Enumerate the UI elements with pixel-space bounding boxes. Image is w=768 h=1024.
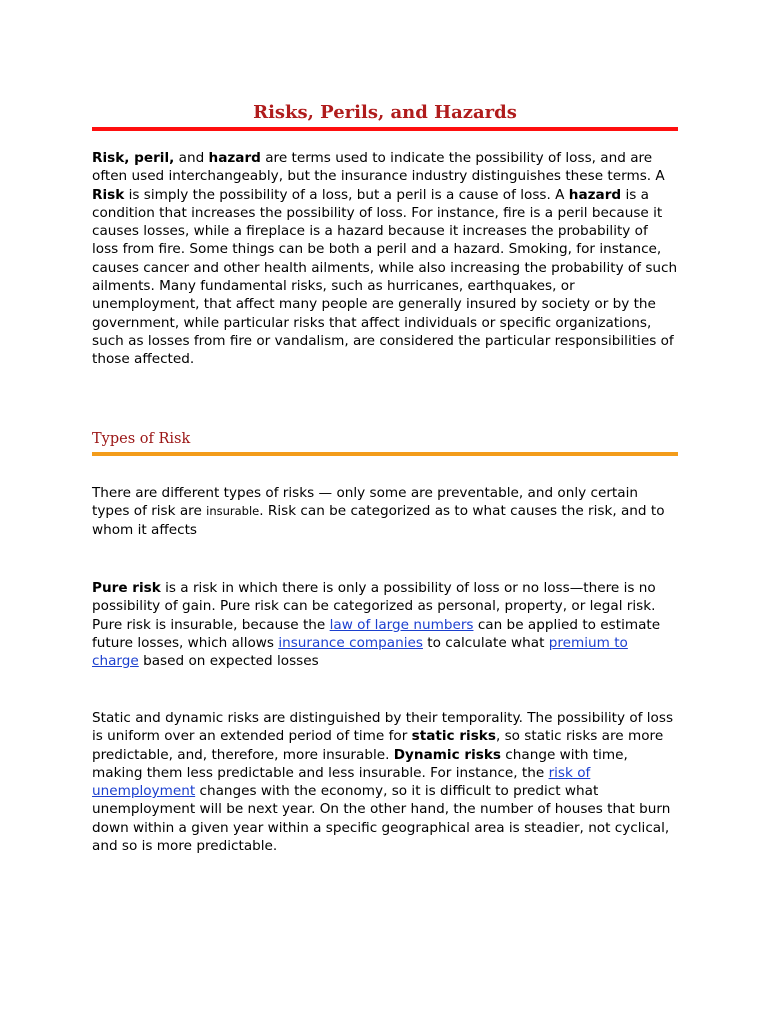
term-risk-peril: Risk, peril,	[92, 150, 175, 166]
term-hazard: hazard	[208, 150, 261, 166]
link-law-of-large-numbers[interactable]: law of large numbers	[329, 616, 474, 633]
static-text-3: change with time, making them less predictable and less insurable. For instance, the	[92, 746, 628, 781]
page-title: Risks, Perils, and Hazards	[253, 102, 517, 123]
term-risk: Risk	[92, 186, 125, 203]
pure-text-3: to calculate what	[422, 634, 549, 651]
link-premium-to-charge[interactable]: premium to charge	[92, 634, 628, 670]
intro-text-1: and	[174, 150, 209, 166]
types-text-1: There are different types of risks — only some are preventable, and only certain types of risk are	[92, 485, 638, 520]
link-insurance-companies[interactable]: insurance companies	[278, 634, 423, 651]
intro-text-4: is a condition that increases the possibility of loss. For instance, fire is a peril because it causes losses, while a fireplace is a hazard because it increases the probability of loss from fire. Some things can be both a peril and a hazard. Smoking, for instance, causes cancer and other health ailments, while also increasing the probability of such ailments. Many fundamental risks, such as hurricanes, earthquakes, or unemployment, that affect many people are generally insured by society or by the government, while particular risks that affect individuals or specific organizations, such as losses from fire or vandalism, are considered the particular responsibilities of those affected.	[92, 186, 678, 368]
insurable-word: insurable	[206, 504, 260, 519]
section-heading-types-of-risk: Types of Risk	[92, 431, 191, 447]
intro-text-2: are terms used to indicate the possibility of loss, and are often used interchangeably, but the insurance industry distinguishes these terms. A	[92, 150, 665, 185]
types-text-2: . Risk can be categorized as to what causes the risk, and to whom it affects	[92, 503, 665, 538]
term-pure-risk: Pure risk	[92, 580, 161, 596]
term-hazard-2: hazard	[568, 186, 622, 203]
section-divider	[92, 452, 678, 456]
pure-text-2: can be applied to estimate future losses, which allows	[92, 616, 661, 651]
term-static-risks: static risks	[411, 728, 496, 745]
static-text-1: Static and dynamic risks are distinguished by their temporality. The possibility of loss is uniform over an extended period of time for	[92, 710, 674, 745]
static-text-2: , so static risks are more predictable, and, therefore, more insurable.	[92, 728, 664, 763]
types-paragraph	[92, 484, 678, 539]
term-dynamic-risks: Dynamic risks	[393, 746, 501, 763]
link-risk-of-unemployment[interactable]: risk of unemployment	[92, 764, 591, 800]
intro-text-3: is simply the possibility of a loss, but a peril is a cause of loss. A	[124, 186, 569, 203]
pure-text-4: based on expected losses	[138, 653, 319, 670]
pure-text-1: is a risk in which there is only a possibility of loss or no loss—there is no possibility of gain. Pure risk can be categorized as personal, property, or legal risk. Pure risk is insurable, because the	[92, 580, 656, 633]
static-text-4: changes with the economy, so it is difficult to predict what unemployment will be next year. On the other hand, the number of houses that burn down within a given year within a specific geographical area is steadier, not cyclical, and so is more predictable.	[92, 783, 671, 855]
title-divider	[92, 127, 678, 131]
static-dynamic-paragraph	[92, 709, 678, 855]
intro-paragraph	[92, 149, 678, 369]
pure-risk-paragraph	[92, 579, 678, 670]
